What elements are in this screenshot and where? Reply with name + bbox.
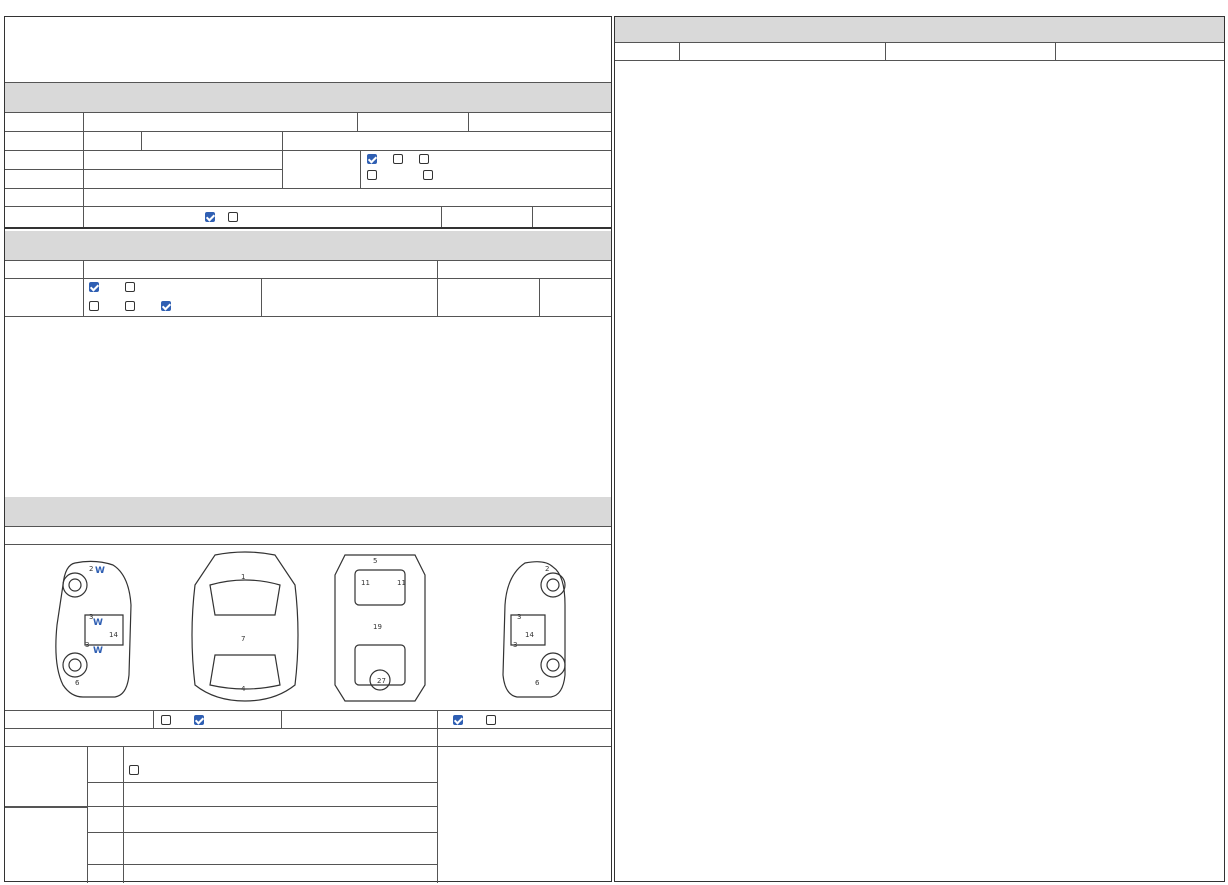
report-number	[23, 65, 37, 78]
col-usage	[8, 261, 83, 278]
transmission-options-row1	[367, 154, 442, 167]
gauge-bad-checkbox[interactable]	[125, 282, 135, 292]
svg-text:11: 11	[361, 579, 370, 587]
inspection-label	[149, 132, 279, 150]
mileage-label	[7, 279, 83, 316]
svg-text:3: 3	[89, 613, 94, 621]
col-state	[85, 261, 260, 278]
car-left-side-outline	[56, 561, 131, 697]
warranty-label	[143, 207, 203, 227]
detail-col-item	[681, 43, 885, 60]
col-item	[261, 261, 437, 278]
mileage-price	[439, 279, 539, 297]
trans-cvt-checkbox[interactable]	[367, 170, 377, 180]
rank-block	[5, 747, 611, 883]
mileage-few-checkbox[interactable]	[161, 301, 171, 311]
gauge-state	[89, 282, 148, 295]
accident-yes-checkbox[interactable]	[161, 715, 171, 725]
rankC-row	[87, 865, 437, 883]
basic-row-fuel	[5, 189, 611, 207]
svg-text:4: 4	[241, 685, 246, 693]
rankC-label	[87, 865, 123, 883]
year	[87, 132, 137, 150]
svg-text:19: 19	[373, 623, 382, 631]
detail-model	[287, 113, 357, 131]
svg-text:W: W	[95, 566, 105, 576]
basic-row-year	[5, 132, 611, 151]
trans-other-checkbox[interactable]	[423, 170, 433, 180]
svg-text:1: 1	[241, 573, 246, 581]
rankC-items	[129, 865, 429, 883]
rank2-label	[87, 783, 123, 806]
rankB-row	[87, 833, 437, 865]
repair-no-checkbox[interactable]	[486, 715, 496, 725]
basic-row-engine	[5, 207, 611, 229]
simple-repair-label	[283, 711, 433, 728]
left-rear-wheel	[63, 653, 87, 677]
mileage-normal-checkbox[interactable]	[125, 301, 135, 311]
mileage-state	[89, 301, 184, 314]
exchange-price-label	[439, 729, 613, 746]
first-reg-date	[87, 151, 277, 170]
svg-text:27: 27	[377, 677, 386, 685]
rankB-label	[87, 833, 123, 864]
trans-manual-checkbox[interactable]	[393, 154, 403, 164]
svg-text:6: 6	[75, 679, 80, 687]
rank1-items2	[129, 765, 152, 778]
car-diagram	[5, 545, 611, 710]
svg-text:3: 3	[85, 641, 90, 649]
reg-no-label	[360, 113, 470, 131]
accident-history-options	[161, 711, 281, 728]
reg-no	[477, 113, 597, 131]
trans-semi-checkbox[interactable]	[419, 154, 429, 164]
overall-columns	[5, 261, 611, 279]
detail-col-state	[887, 43, 1055, 60]
rank1-label	[87, 747, 123, 782]
detail-col-device	[618, 43, 678, 60]
accident-history-label	[8, 711, 153, 728]
transmission-label	[286, 151, 358, 188]
vin-label	[8, 170, 83, 189]
fuel-options	[89, 189, 609, 206]
svg-text:6: 6	[535, 679, 540, 687]
rankA-label	[87, 807, 123, 832]
svg-text:14: 14	[109, 631, 118, 639]
basic-row-reg-vin	[5, 151, 611, 189]
price-base-unit	[533, 207, 613, 227]
warranty-options	[205, 207, 435, 227]
exchange-header-row	[5, 729, 611, 747]
first-reg-label	[8, 151, 83, 170]
svg-text:3: 3	[517, 613, 522, 621]
svg-text:7: 7	[241, 635, 246, 643]
basic-row-name	[5, 113, 611, 132]
detail-header	[615, 17, 1224, 43]
outer-panel-label	[5, 747, 87, 807]
repair-yes-checkbox[interactable]	[453, 715, 463, 725]
vin	[87, 170, 277, 189]
gauge-good-checkbox[interactable]	[89, 282, 99, 292]
svg-text:3: 3	[513, 641, 518, 649]
overall-header	[5, 231, 611, 261]
accident-history-row	[5, 711, 611, 729]
detail-columns	[615, 43, 1224, 61]
left-panel	[4, 16, 612, 882]
col-price	[439, 261, 613, 278]
right-front-wheel	[541, 573, 565, 597]
car-diagram-area	[5, 545, 611, 711]
svg-text:W: W	[93, 618, 103, 628]
svg-text:W: W	[93, 646, 103, 656]
rank2-row	[87, 783, 437, 807]
simple-repair-options	[453, 711, 603, 728]
transmission-options-row2	[367, 170, 508, 183]
fuel-label	[8, 189, 83, 206]
warranty-self-checkbox[interactable]	[205, 212, 215, 222]
left-front-wheel	[63, 573, 87, 597]
report-header	[5, 17, 611, 83]
rank2-items	[129, 783, 429, 806]
svg-text:2: 2	[545, 565, 550, 573]
engine-label	[8, 207, 83, 227]
mileage-row	[5, 279, 611, 317]
accident-header	[5, 497, 611, 527]
trans-auto-checkbox[interactable]	[367, 154, 377, 164]
engine-type	[87, 207, 143, 227]
rankA-row	[87, 807, 437, 833]
svg-text:14: 14	[525, 631, 534, 639]
right-panel	[614, 16, 1225, 882]
warranty-ins-checkbox[interactable]	[228, 212, 238, 222]
frame-label	[5, 807, 87, 883]
price-base-label	[443, 207, 533, 227]
accident-no-checkbox[interactable]	[194, 715, 204, 725]
detail-col-price	[1057, 43, 1225, 60]
car-name	[87, 113, 207, 131]
basic-info-header	[5, 83, 611, 113]
accident-legend-row	[5, 527, 611, 545]
exchange-label	[8, 729, 308, 746]
svg-text:5: 5	[373, 557, 378, 565]
right-rear-wheel	[541, 653, 565, 677]
svg-text:2: 2	[89, 565, 94, 573]
inspection-period	[305, 132, 605, 150]
year-label	[8, 132, 83, 150]
rank1-row	[87, 747, 437, 783]
svg-text:11: 11	[397, 579, 406, 587]
accident-legend	[23, 527, 607, 544]
current-mileage	[269, 279, 437, 316]
car-name-label	[8, 113, 83, 131]
detail-body	[615, 61, 1224, 881]
mileage-many-checkbox[interactable]	[89, 301, 99, 311]
